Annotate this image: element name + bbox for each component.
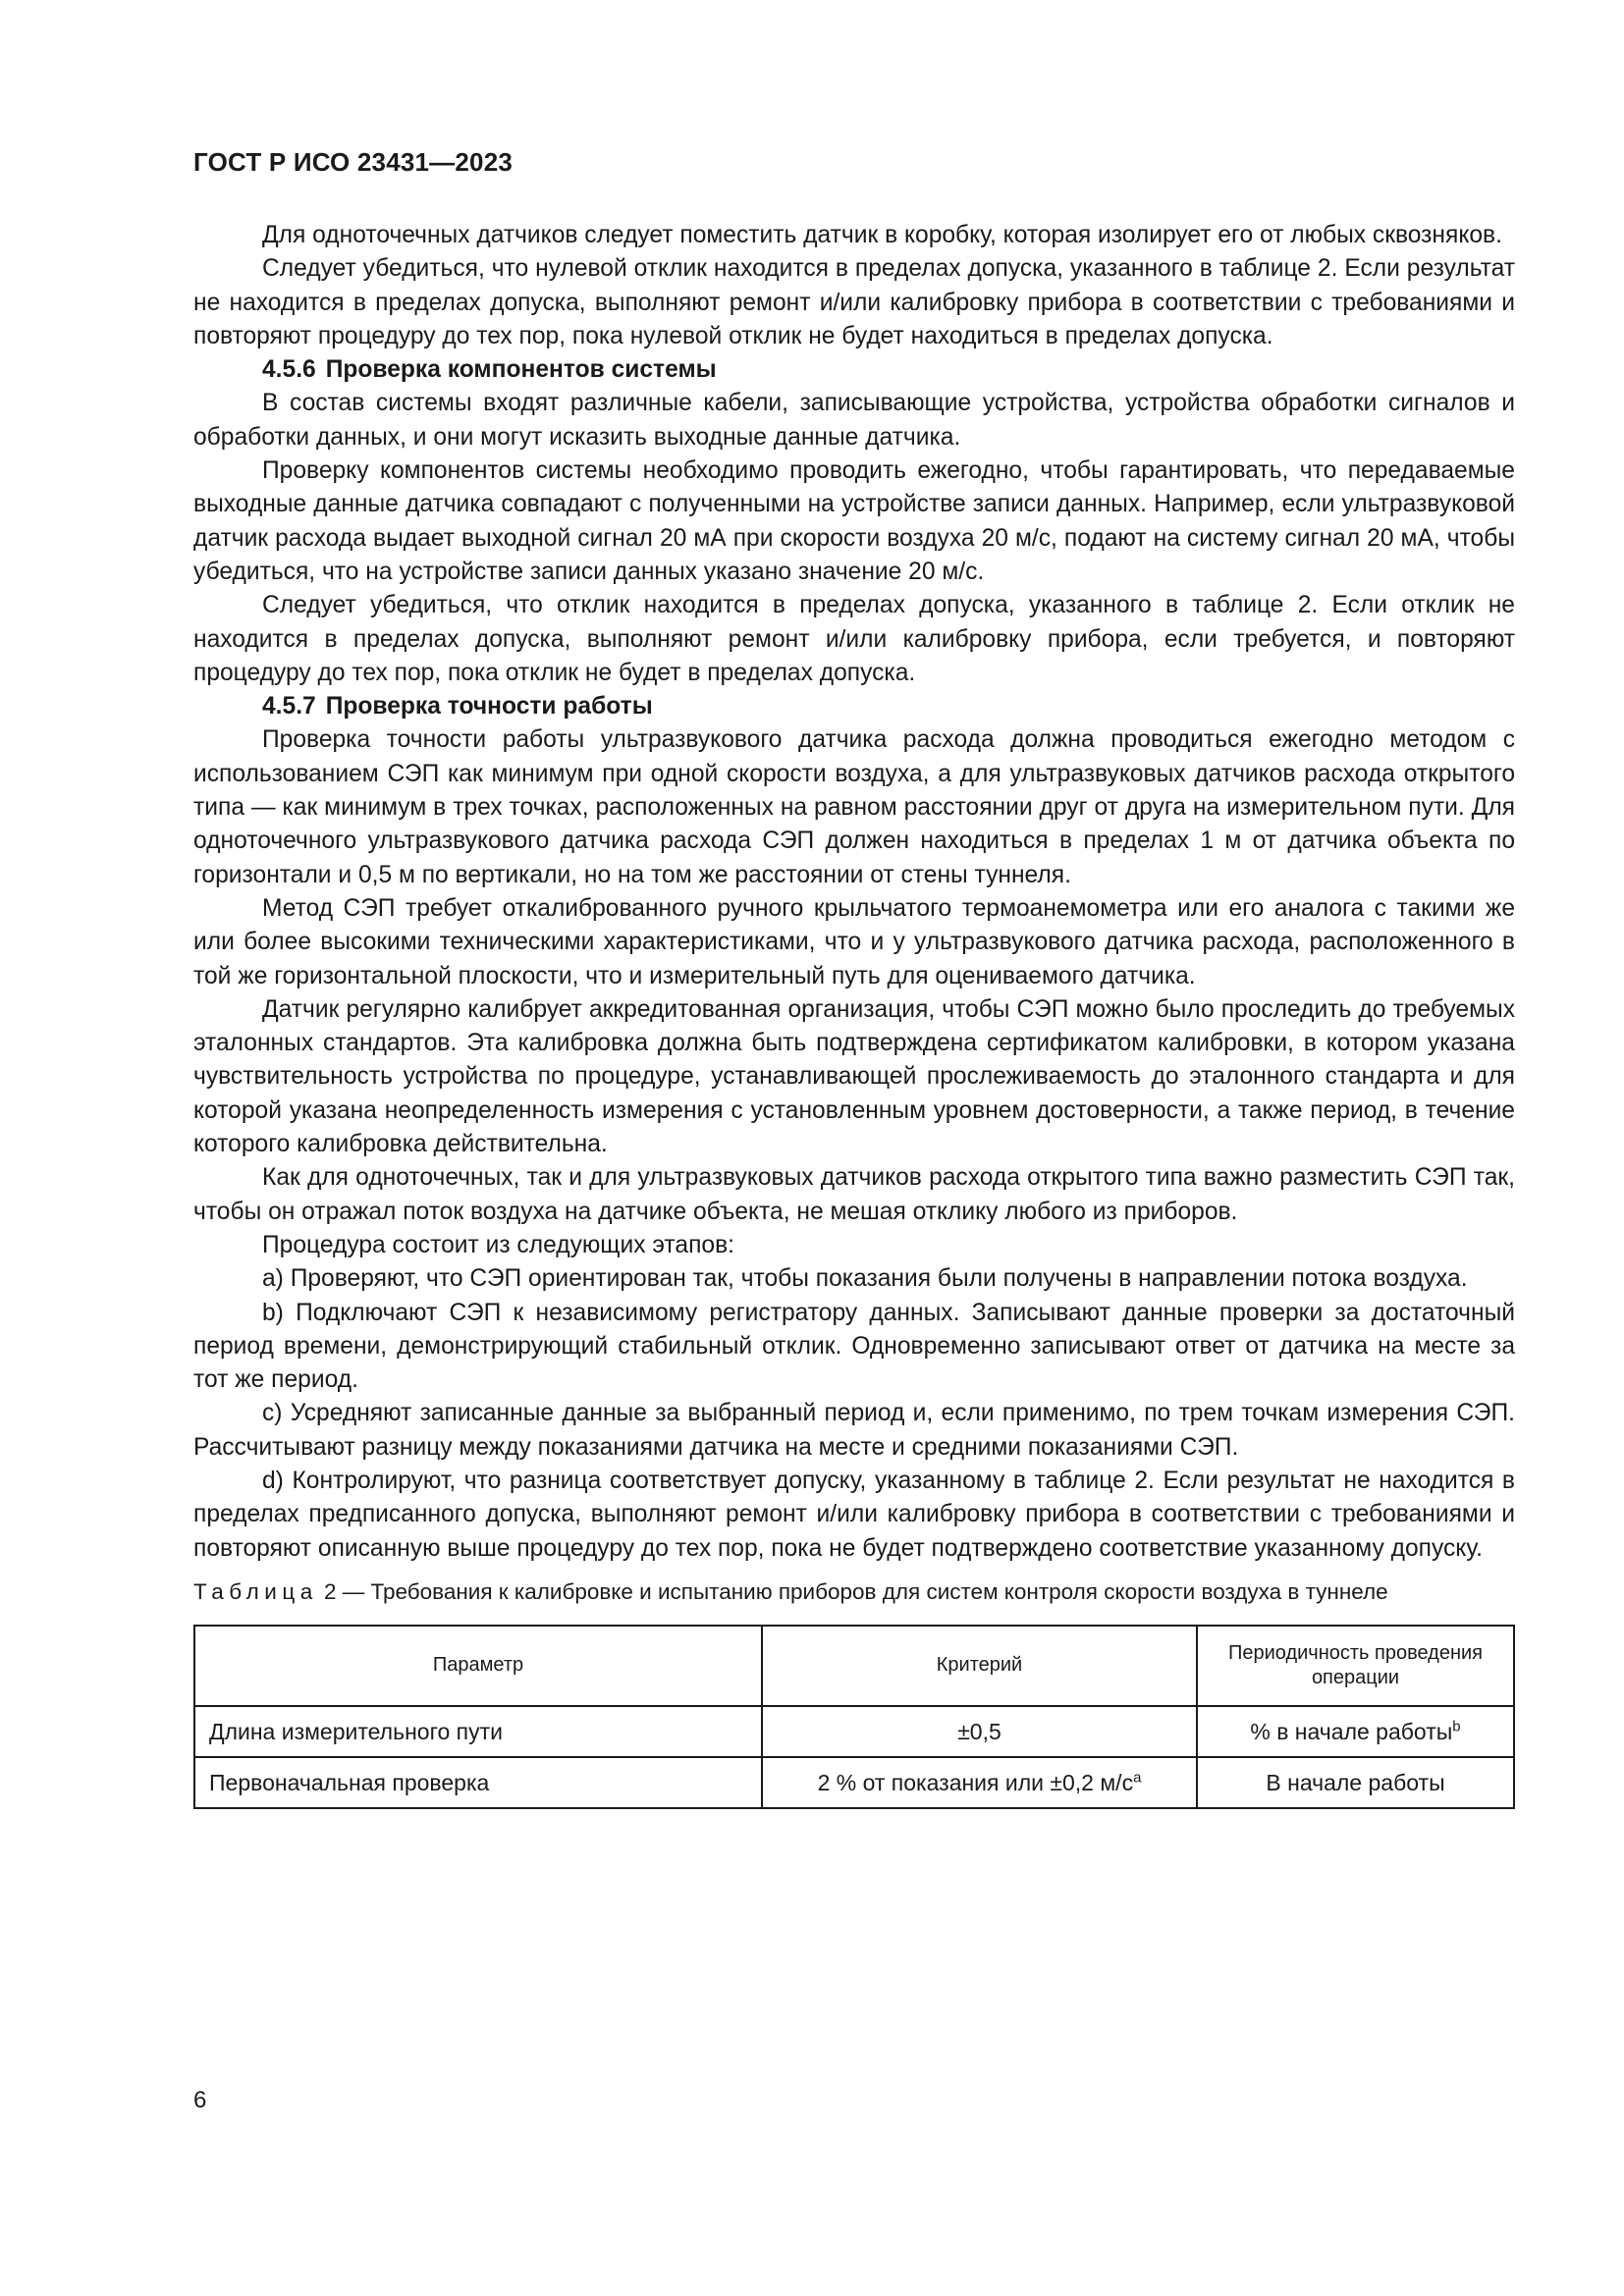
table-caption-label: Таблица — [193, 1578, 318, 1604]
document-body — [193, 219, 1515, 1566]
column-header-criterion: Критерий — [762, 1626, 1197, 1706]
paragraph: Проверку компонентов системы необходимо проводить ежегодно, чтобы гарантировать, что передаваемые выходные данные датчика совпадают с полученными на устройстве записи данных. Например, если ультразвуковой датчик расхода выдает выходной сигнал 20 мА при скорости воздуха 20 м/с, подают на систему сигнал 20 мА, чтобы убедиться, что на устройстве записи данных указано значение 20 м/с. — [193, 457, 1515, 585]
cell-criterion — [762, 1757, 1197, 1808]
column-header-period: Периодичность проведения операции — [1197, 1626, 1514, 1706]
table-caption — [193, 1577, 1515, 1607]
paragraph: Проверка точности работы ультразвукового датчика расхода должна проводиться ежегодно методом с использованием СЭП как минимум при одной скорости воздуха, а для ультразвуковых датчиков расхода открытого типа — как минимум в трех точках, расположенных на равном расстоянии друг от друга на измерительном пути. Для одноточечного ультразвукового датчика расхода СЭП должен находиться в пределах 1 м от датчика объекта по горизонтали и 0,5 м по вертикали, но на том же расстоянии от стены туннеля. — [193, 726, 1515, 888]
paragraph: Для одноточечных датчиков следует поместить датчик в коробку, которая изолирует его от любых сквозняков. — [262, 222, 1502, 248]
paragraph: Датчик регулярно калибрует аккредитованная организация, чтобы СЭП можно было проследить до требуемых эталонных стандартов. Эта калибровка должна быть подтверждена сертификатом калибровки, в котором указана чувствительность устройства по процедуре, устанавливающей прослеживаемость до эталонного стандарта и для которой указана неопределенность измерения с установленным уровнем достоверности, а также период, в течение которого калибровка действительна. — [193, 995, 1515, 1158]
paragraph: Метод СЭП требует откалиброванного ручного крыльчатого термоанемометра или его аналога с такими же или более высокими техническими характеристиками, что и у ультразвукового датчика расхода, расположенного в той же горизонтальной плоскости, что и измерительный путь для оцениваемого датчика. — [193, 894, 1515, 989]
section-number: 4.5.6 — [262, 356, 316, 384]
document-page — [193, 147, 1515, 1809]
criterion-value: 2 % от показания или ±0,2 м/с — [817, 1769, 1134, 1795]
period-value: % в начале работы — [1250, 1718, 1453, 1744]
table-row — [194, 1706, 1514, 1757]
paragraph: В состав системы входят различные кабели, записывающие устройства, устройства обработки сигналов и обработки данных, и они могут исказить выходные данные датчика. — [193, 390, 1515, 451]
page-number: 6 — [193, 2087, 207, 2113]
footnote-mark: a — [1133, 1769, 1142, 1787]
list-item: c) Усредняют записанные данные за выбранный период и, если применимо, по трем точкам измерения СЭП. Рассчитывают разницу между показаниями датчика на месте и средними показаниями СЭП. — [193, 1400, 1515, 1461]
table-row — [194, 1757, 1514, 1808]
table-header-row — [194, 1626, 1514, 1706]
cell-period — [1197, 1706, 1514, 1757]
list-item: b) Подключают СЭП к независимому регистратору данных. Записывают данные проверки за достаточный период времени, демонстрирующий стабильный отклик. Одновременно записывают ответ от датчика на месте за тот же период. — [193, 1299, 1515, 1394]
cell-parameter: Первоначальная проверка — [194, 1757, 762, 1808]
list-item: d) Контролируют, что разница соответствует допуску, указанному в таблице 2. Если результат не находится в пределах предписанного допуска, выполняют ремонт и/или калибровку прибора в соответствии с требованиями и повторяют описанную выше процедуру до тех пор, пока не будет подтверждено соответствие указанному допуску. — [193, 1467, 1515, 1562]
calibration-table — [193, 1625, 1515, 1809]
section-number: 4.5.7 — [262, 693, 316, 721]
section-title: Проверка точности работы — [325, 693, 653, 721]
paragraph: Следует убедиться, что отклик находится в пределах допуска, указанного в таблице 2. Если отклик не находится в пределах допуска, выполняют ремонт и/или калибровку прибора, если требуется, и повторяют процедуру до тех пор, пока отклик не будет в пределах допуска. — [193, 592, 1515, 686]
table-caption-text: 2 — Требования к калибровке и испытанию приборов для систем контроля скорости воздуха в туннеле — [317, 1578, 1388, 1604]
paragraph: Как для одноточечных, так и для ультразвуковых датчиков расхода открытого типа важно разместить СЭП так, чтобы он отражал поток воздуха на датчике объекта, не мешая отклику любого из приборов. — [193, 1164, 1515, 1225]
footnote-mark: b — [1452, 1718, 1461, 1735]
list-item: a) Проверяют, что СЭП ориентирован так, чтобы показания были получены в направлении потока воздуха. — [262, 1265, 1468, 1293]
criterion-value: ±0,5 — [957, 1718, 1001, 1744]
document-header: ГОСТ Р ИСО 23431—2023 — [193, 147, 514, 177]
cell-criterion — [762, 1706, 1197, 1757]
period-value: В начале работы — [1266, 1769, 1445, 1795]
section-heading-4-5-6 — [193, 353, 1515, 387]
section-title: Проверка компонентов системы — [325, 356, 717, 384]
paragraph: Следует убедиться, что нулевой отклик находится в пределах допуска, указанного в таблице 2. Если результат не находится в пределах допуска, выполняют ремонт и/или калибровку прибора в соответствии с требованиями и повторяют процедуру до тех пор, пока нулевой отклик не будет находиться в пределах допуска. — [193, 255, 1515, 349]
section-heading-4-5-7 — [193, 690, 1515, 723]
cell-parameter: Длина измерительного пути — [194, 1706, 762, 1757]
cell-period — [1197, 1757, 1514, 1808]
column-header-parameter: Параметр — [194, 1626, 762, 1706]
paragraph: Процедура состоит из следующих этапов: — [262, 1231, 734, 1258]
